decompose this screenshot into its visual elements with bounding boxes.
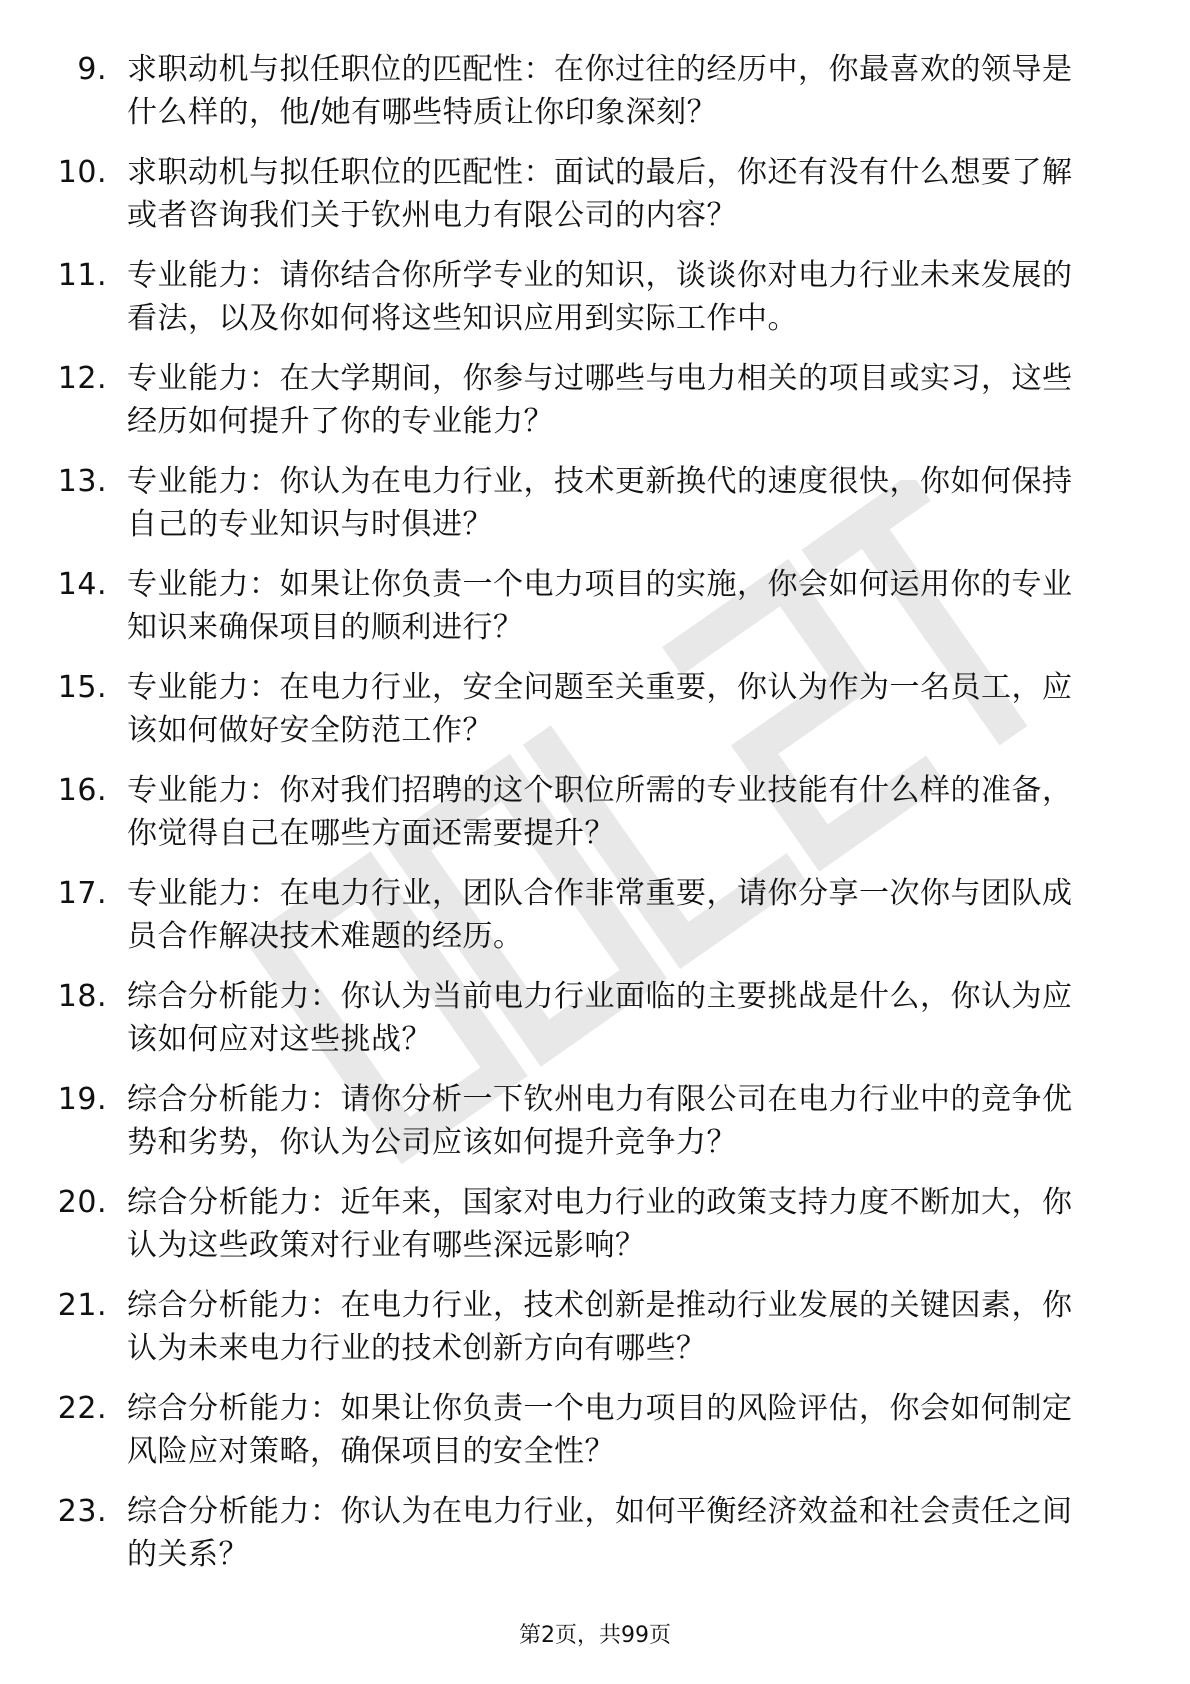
- question-number: 18.: [57, 979, 107, 1014]
- question-number: 20.: [57, 1185, 107, 1220]
- question-number: 10.: [57, 155, 107, 190]
- question-text: 专业能力：如果让你负责一个电力项目的实施，你会如何运用你的专业知识来确保项目的顺利进行？: [127, 567, 1073, 645]
- list-item: [0, 769, 1190, 855]
- question-number: 16.: [57, 773, 107, 808]
- question-text: 综合分析能力：如果让你负责一个电力项目的风险评估，你会如何制定风险应对策略，确保项目的安全性？: [127, 1391, 1073, 1469]
- list-item: [0, 1078, 1190, 1164]
- question-text: 综合分析能力：你认为在电力行业，如何平衡经济效益和社会责任之间的关系？: [127, 1494, 1073, 1572]
- list-item: [0, 1284, 1190, 1370]
- question-number: 14.: [57, 567, 107, 602]
- list-item: [0, 48, 1190, 134]
- page-footer: [0, 1618, 1190, 1649]
- list-item: [0, 1490, 1190, 1576]
- list-item: [0, 151, 1190, 237]
- list-item: [0, 1387, 1190, 1473]
- question-number: 12.: [57, 361, 107, 396]
- list-item: [0, 460, 1190, 546]
- list-item: [0, 357, 1190, 443]
- question-text: 专业能力：在电力行业，团队合作非常重要，请你分享一次你与团队成员合作解决技术难题的经历。: [127, 876, 1073, 954]
- question-text: 专业能力：在电力行业，安全问题至关重要，你认为作为一名员工，应该如何做好安全防范工作？: [127, 670, 1073, 748]
- question-text: 专业能力：你认为在电力行业，技术更新换代的速度很快，你如何保持自己的专业知识与时俱进？: [127, 464, 1073, 542]
- question-number: 13.: [57, 464, 107, 499]
- question-text: 求职动机与拟任职位的匹配性：在你过往的经历中，你最喜欢的领导是什么样的，他/她有哪些特质让你印象深刻？: [127, 52, 1073, 130]
- list-item: [0, 666, 1190, 752]
- question-text: 求职动机与拟任职位的匹配性：面试的最后，你还有没有什么想要了解或者咨询我们关于钦州电力有限公司的内容？: [127, 155, 1073, 233]
- question-text: 专业能力：在大学期间，你参与过哪些与电力相关的项目或实习，这些经历如何提升了你的专业能力？: [127, 361, 1073, 439]
- list-item: [0, 563, 1190, 649]
- question-number: 19.: [57, 1082, 107, 1117]
- list-item: [0, 872, 1190, 958]
- question-number: 11.: [57, 258, 107, 293]
- list-item: [0, 1181, 1190, 1267]
- question-text: 专业能力：请你结合你所学专业的知识，谈谈你对电力行业未来发展的看法，以及你如何将这些知识应用到实际工作中。: [127, 258, 1073, 336]
- question-number: 9.: [77, 52, 107, 87]
- page-number-label: 第2页，共99页: [519, 1623, 671, 1648]
- list-item: [0, 975, 1190, 1061]
- question-number: 15.: [57, 670, 107, 705]
- list-item: [0, 254, 1190, 340]
- question-number: 17.: [57, 876, 107, 911]
- question-list: [0, 48, 1190, 1593]
- question-text: 综合分析能力：近年来，国家对电力行业的政策支持力度不断加大，你认为这些政策对行业有哪些深远影响？: [127, 1185, 1073, 1263]
- question-text: 综合分析能力：在电力行业，技术创新是推动行业发展的关键因素，你认为未来电力行业的技术创新方向有哪些？: [127, 1288, 1073, 1366]
- question-number: 23.: [57, 1494, 107, 1529]
- question-number: 21.: [57, 1288, 107, 1323]
- question-text: 综合分析能力：请你分析一下钦州电力有限公司在电力行业中的竞争优势和劣势，你认为公司应该如何提升竞争力？: [127, 1082, 1073, 1160]
- question-number: 22.: [57, 1391, 107, 1426]
- question-text: 专业能力：你对我们招聘的这个职位所需的专业技能有什么样的准备，你觉得自己在哪些方面还需要提升？: [127, 773, 1073, 851]
- question-text: 综合分析能力：你认为当前电力行业面临的主要挑战是什么，你认为应该如何应对这些挑战？: [127, 979, 1073, 1057]
